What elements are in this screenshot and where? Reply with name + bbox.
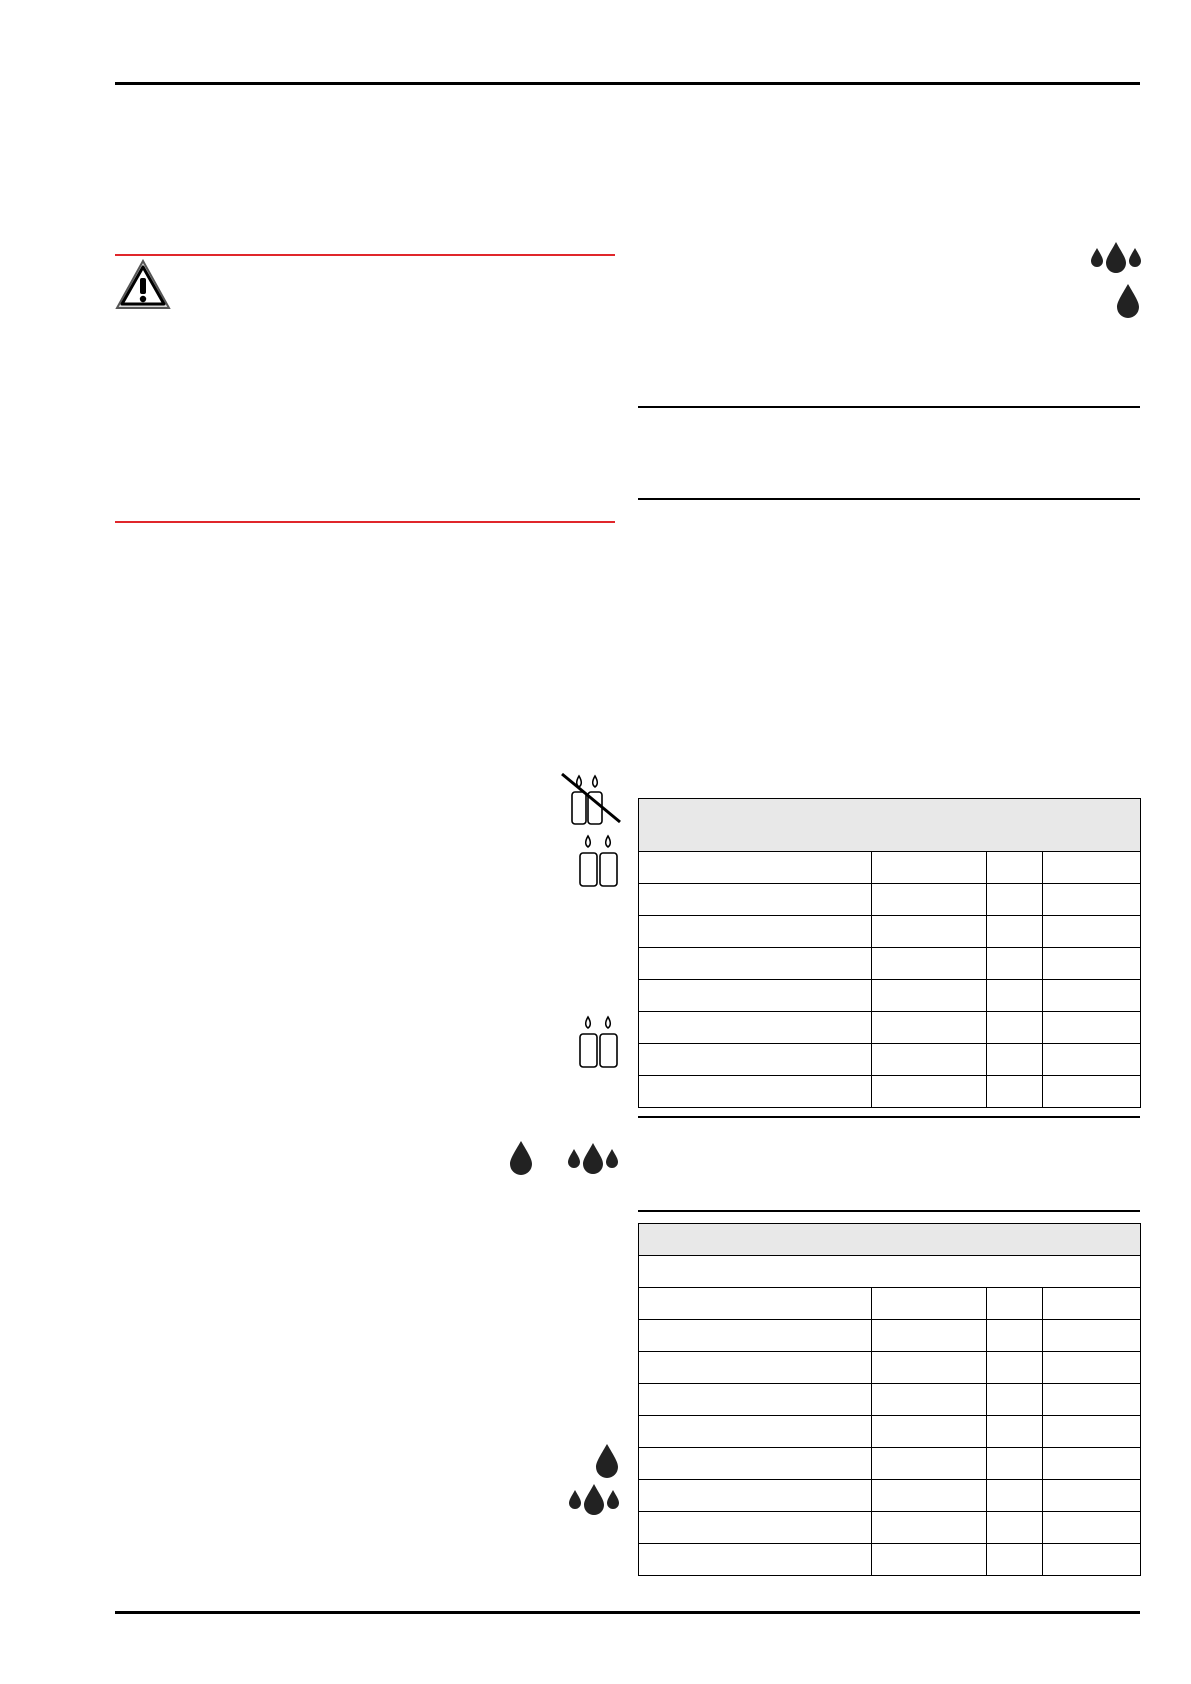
data-table-2 <box>638 1223 1141 1576</box>
table-cell <box>987 1416 1043 1448</box>
table-cell <box>987 1448 1043 1480</box>
data-table-1 <box>638 798 1141 1108</box>
table-cell <box>639 1012 872 1044</box>
table-cell <box>1043 1012 1141 1044</box>
three-drops-icon <box>1090 240 1142 274</box>
section-rule <box>638 406 1140 408</box>
table-cell <box>872 916 987 948</box>
table-row <box>639 852 1141 884</box>
section-rule <box>638 1116 1140 1118</box>
table-cell <box>872 1480 987 1512</box>
table-header-row <box>639 799 1141 852</box>
table-cell <box>639 1480 872 1512</box>
table-row <box>639 884 1141 916</box>
table-cell <box>872 1448 987 1480</box>
table-cell <box>987 1544 1043 1576</box>
table-cell <box>987 948 1043 980</box>
table-cell <box>639 1352 872 1384</box>
table-cell <box>987 1384 1043 1416</box>
table-row <box>639 1448 1141 1480</box>
candles-icon <box>576 1014 624 1070</box>
table-cell <box>872 948 987 980</box>
table-row <box>639 1384 1141 1416</box>
table-cell <box>1043 1044 1141 1076</box>
table-row <box>639 1352 1141 1384</box>
table-row <box>639 1416 1141 1448</box>
table-cell <box>639 916 872 948</box>
table-cell <box>639 1544 872 1576</box>
table-cell <box>987 852 1043 884</box>
table-cell <box>639 980 872 1012</box>
table-cell <box>639 852 872 884</box>
table-cell <box>872 1544 987 1576</box>
table-cell <box>1043 1384 1141 1416</box>
table-row <box>639 1076 1141 1108</box>
section-rule <box>638 498 1140 500</box>
bottom-rule <box>115 1611 1140 1614</box>
table-cell <box>639 1416 872 1448</box>
section-rule <box>638 1210 1140 1212</box>
table-cell <box>1043 852 1141 884</box>
table-cell <box>1043 884 1141 916</box>
warning-box-bottom-rule <box>115 521 615 523</box>
table-cell <box>1043 1320 1141 1352</box>
table-cell <box>1043 1512 1141 1544</box>
table-cell <box>872 1416 987 1448</box>
single-drop-icon <box>1115 282 1141 318</box>
table-header-cell <box>639 1224 1141 1256</box>
table-header-row <box>639 1224 1141 1256</box>
table-cell <box>987 1288 1043 1320</box>
table-row <box>639 916 1141 948</box>
table-cell <box>1043 1448 1141 1480</box>
table-row <box>639 1012 1141 1044</box>
table-cell <box>987 1076 1043 1108</box>
table-row <box>639 1544 1141 1576</box>
table-cell <box>872 852 987 884</box>
table-cell <box>872 980 987 1012</box>
table-cell <box>987 1512 1043 1544</box>
table-row <box>639 1320 1141 1352</box>
table-row <box>639 1512 1141 1544</box>
warning-triangle-icon <box>114 258 172 312</box>
table-cell <box>987 1012 1043 1044</box>
three-drops-icon <box>568 1482 620 1516</box>
table-cell <box>1043 1076 1141 1108</box>
table-cell <box>872 1384 987 1416</box>
table-cell <box>987 980 1043 1012</box>
table-cell <box>987 916 1043 948</box>
table-row <box>639 1288 1141 1320</box>
table-cell <box>872 1512 987 1544</box>
table-cell <box>1043 1480 1141 1512</box>
table-cell <box>1043 1544 1141 1576</box>
table-cell <box>872 1076 987 1108</box>
table-cell <box>639 948 872 980</box>
table-row <box>639 948 1141 980</box>
three-drops-icon <box>567 1141 619 1175</box>
table-subheader-cell <box>639 1256 1141 1288</box>
table-cell <box>872 1320 987 1352</box>
warning-box-top-rule <box>115 254 615 256</box>
table-cell <box>872 1352 987 1384</box>
table-cell <box>639 884 872 916</box>
table-cell <box>1043 916 1141 948</box>
table-cell <box>987 1044 1043 1076</box>
table-cell <box>872 1044 987 1076</box>
table-cell <box>1043 980 1141 1012</box>
table-cell <box>987 884 1043 916</box>
top-rule <box>115 82 1140 85</box>
table-cell <box>872 1288 987 1320</box>
table-cell <box>639 1448 872 1480</box>
table-cell <box>639 1076 872 1108</box>
table-row <box>639 1044 1141 1076</box>
table-row <box>639 980 1141 1012</box>
table-cell <box>872 884 987 916</box>
candles-crossed-icon <box>560 770 622 826</box>
single-drop-icon <box>594 1442 620 1478</box>
table-cell <box>639 1288 872 1320</box>
table-cell <box>1043 948 1141 980</box>
candles-icon <box>576 833 624 889</box>
single-drop-icon <box>508 1139 534 1175</box>
table-cell <box>639 1320 872 1352</box>
table-cell <box>872 1012 987 1044</box>
table-subheader-row <box>639 1256 1141 1288</box>
table-cell <box>987 1352 1043 1384</box>
table-header-cell <box>639 799 1141 852</box>
table-cell <box>639 1512 872 1544</box>
table-cell <box>987 1480 1043 1512</box>
table-cell <box>987 1320 1043 1352</box>
table-row <box>639 1480 1141 1512</box>
table-cell <box>639 1384 872 1416</box>
table-cell <box>1043 1416 1141 1448</box>
table-cell <box>639 1044 872 1076</box>
table-cell <box>1043 1288 1141 1320</box>
table-cell <box>1043 1352 1141 1384</box>
